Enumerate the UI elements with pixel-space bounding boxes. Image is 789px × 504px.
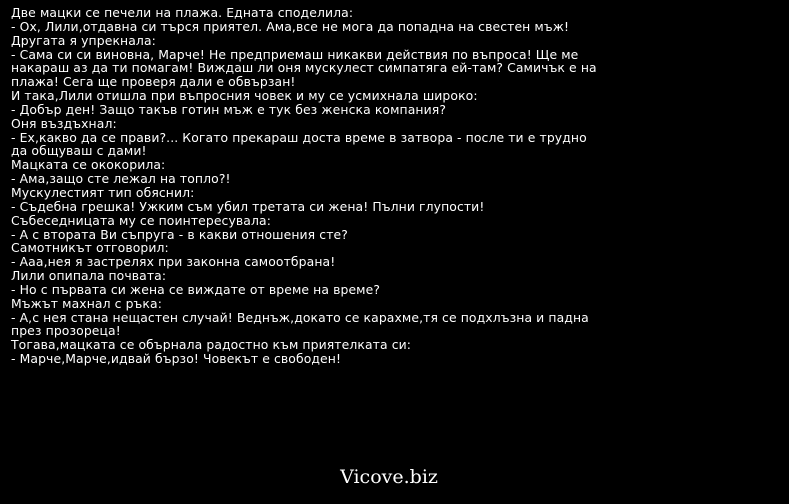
joke-line: И така,Лили отишла при въпросния човек и му се усмихнала широко: bbox=[11, 88, 478, 104]
joke-line: - А с втората Ви съпруга - в какви отношения сте? bbox=[11, 226, 348, 242]
site-watermark: Vicove.biz bbox=[340, 466, 438, 488]
joke-line: - А,с нея стана нещастен случай! Веднъж,докато се карахме,тя се подхлъзна и падна bbox=[11, 309, 589, 325]
joke-line: Оня въздъхнал: bbox=[11, 115, 117, 131]
joke-line: - Сама си си виновна, Марче! Не предприемаш никакви действия по въпроса! Ще ме bbox=[11, 46, 579, 62]
joke-line: накараш аз да ти помагам! Виждаш ли оня мускулест симпатяга ей-там? Самичък е на bbox=[11, 60, 597, 76]
joke-line: Мъжът махнал с ръка: bbox=[11, 295, 162, 311]
joke-line: Самотникът отговорил: bbox=[11, 240, 169, 256]
joke-line: - Но с първата си жена се виждате от време на време? bbox=[11, 281, 381, 297]
joke-line: - Съдебна грешка! Ужким съм убил третата си жена! Пълни глупости! bbox=[11, 198, 485, 214]
joke-line: Две мацки се печели на плажа. Едната споделила: bbox=[11, 5, 354, 20]
joke-text bbox=[11, 6, 781, 366]
joke-line: Другата я упрекнала: bbox=[11, 32, 156, 48]
joke-line: - Ама,защо сте лежал на топло?! bbox=[11, 171, 231, 187]
joke-line: - Добър ден! Защо такъв готин мъж е тук без женска компания? bbox=[11, 101, 447, 117]
joke-line: Тогава,мацката се обърнала радостно към приятелката си: bbox=[11, 337, 412, 353]
joke-line: Мускулестият тип обяснил: bbox=[11, 184, 195, 200]
joke-line: Мацката се ококорила: bbox=[11, 157, 166, 173]
joke-line: плажа! Сега ще проверя дали е обвързан! bbox=[11, 74, 296, 90]
joke-line: - Ааа,нея я застрелях при законна самоотбрана! bbox=[11, 254, 336, 270]
joke-line: - Ох, Лили,отдавна си търся приятел. Ама,все не мога да попадна на свестен мъж! bbox=[11, 18, 570, 34]
joke-line: - Ех,какво да се прави?... Когато прекараш доста време в затвора - после ти е трудно bbox=[11, 129, 587, 145]
joke-line: през прозореца! bbox=[11, 323, 121, 339]
joke-line: Събеседницата му се поинтересувала: bbox=[11, 212, 271, 228]
joke-line: Лили опипала почвата: bbox=[11, 268, 167, 284]
joke-line: да общуваш с дами! bbox=[11, 143, 147, 159]
joke-line: - Марче,Марче,идвай бързо! Човекът е свободен! bbox=[11, 351, 342, 367]
